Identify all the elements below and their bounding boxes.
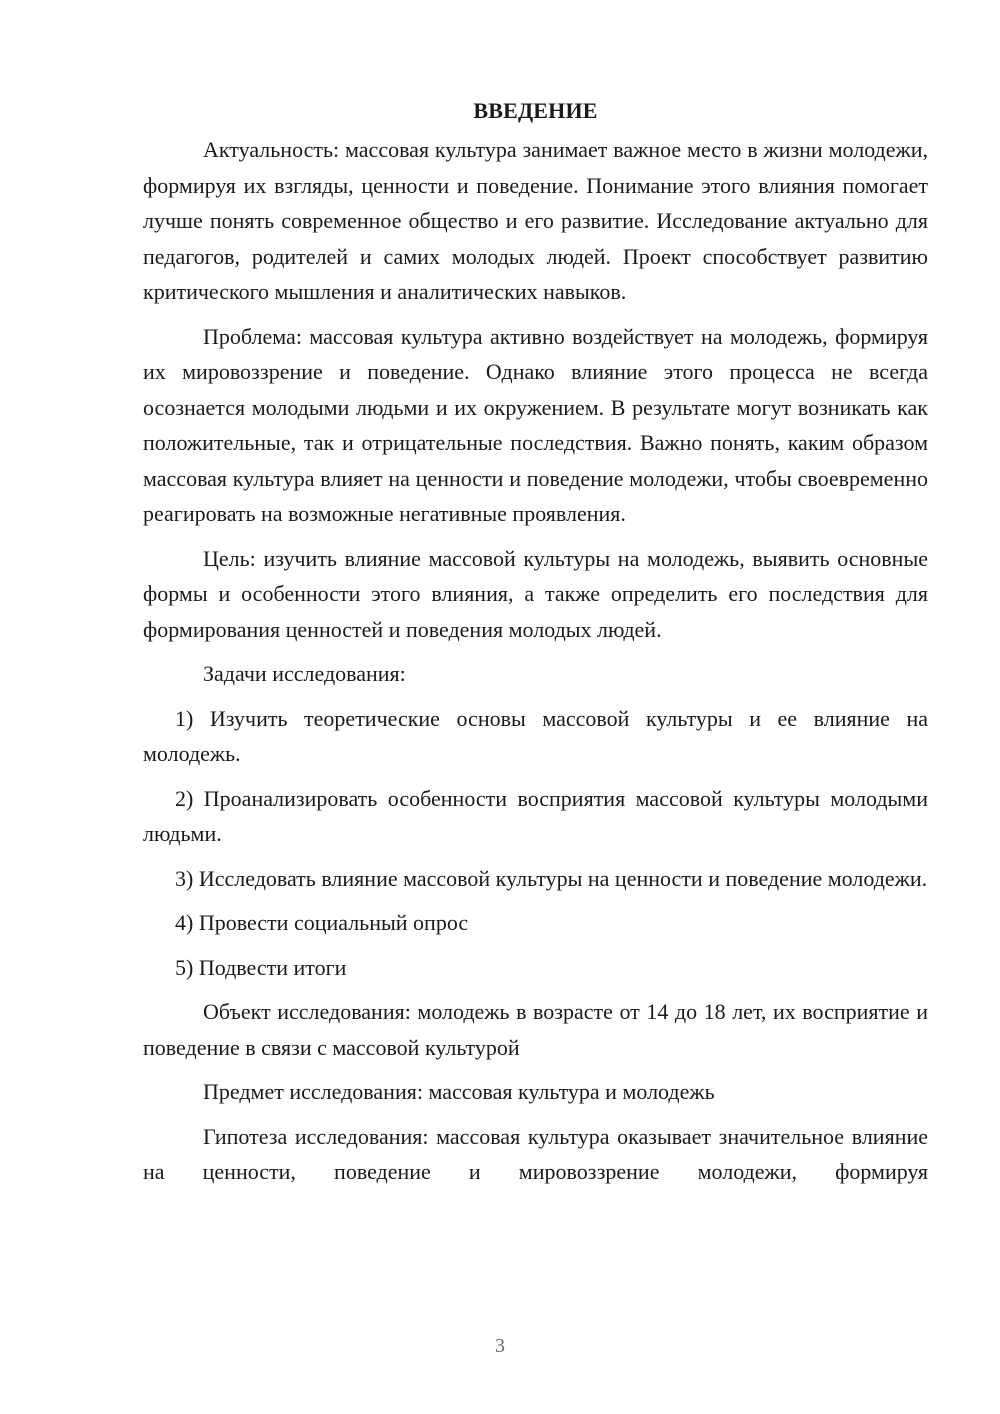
paragraph-relevance: Актуальность: массовая культура занимает важное место в жизни молодежи, формируя их взгляды, ценности и поведение. Понимание этого влияния помогает лучше понять современное общество и его развитие. Исследование актуально для педагогов, родителей и самих молодых людей. Проект способствует развитию критического мышления и аналитических навыков. [143, 137, 928, 304]
page-number: 3 [495, 1335, 505, 1357]
paragraph-subject: Предмет исследования: массовая культура и молодежь [203, 1079, 715, 1104]
task-item: 5) Подвести итоги [175, 954, 347, 980]
paragraph-goal: Цель: изучить влияние массовой культуры на молодежь, выявить основные формы и особенности этого влияния, а также определить его последствия для формирования ценностей и поведения молодых людей. [143, 545, 928, 642]
paragraph-object: Объект исследования: молодежь в возрасте от 14 до 18 лет, их восприятие и поведение в связи с массовой культурой [143, 999, 928, 1060]
task-item: 3) Исследовать влияние массовой культуры на ценности и поведение молодежи. [175, 865, 928, 891]
task-item: 1) Изучить теоретические основы массовой культуры и ее влияние на молодежь. [143, 705, 928, 766]
tasks-heading: Задачи исследования: [203, 661, 406, 686]
paragraph-hypothesis: Гипотеза исследования: массовая культура оказывает значительное влияние на ценности, поведение и мировоззрение молодежи, формируя [143, 1123, 928, 1184]
paragraph-problem: Проблема: массовая культура активно воздействует на молодежь, формируя их мировоззрение и поведение. Однако влияние этого процесса не всегда осознается молодыми людьми и их окружением. В результате могут возникать как положительные, так и отрицательные последствия. Важно понять, каким образом массовая культура влияет на ценности и поведение молодежи, чтобы своевременно реагировать на возможные негативные проявления. [143, 323, 928, 526]
task-item: 2) Проанализировать особенности восприятия массовой культуры молодыми людьми. [143, 785, 928, 846]
task-item: 4) Провести социальный опрос [175, 910, 469, 935]
section-title: ВВЕДЕНИЕ [473, 98, 598, 123]
document-page [143, 96, 928, 1199]
